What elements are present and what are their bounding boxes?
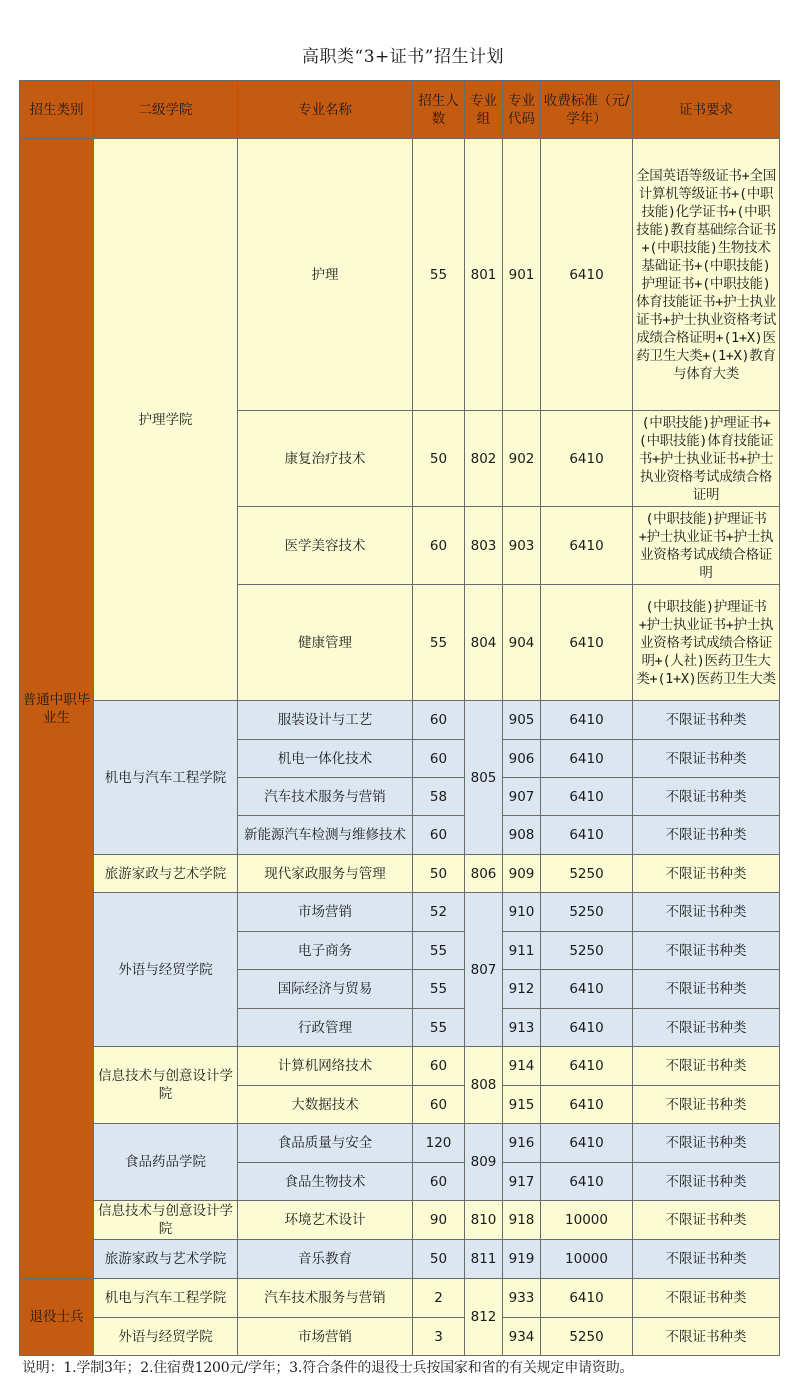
category-cell: 普通中职毕业生 (20, 139, 94, 1279)
major-cell: 音乐教育 (238, 1240, 413, 1279)
table-row (20, 1047, 780, 1086)
group-cell: 812 (465, 1279, 503, 1356)
cert-cell: 不限证书种类 (633, 1240, 780, 1279)
footnote: 说明：1.学制3年；2.住宿费1200元/学年；3.符合条件的退役士兵按国家和省的有关规定申请资助。 (22, 1360, 634, 1376)
code-cell: 905 (503, 701, 541, 740)
major-cell: 环境艺术设计 (238, 1201, 413, 1240)
quota-cell: 52 (413, 893, 465, 932)
header-quota: 招生人数 (413, 81, 465, 139)
cert-cell: 不限证书种类 (633, 701, 780, 740)
group-cell: 801 (465, 139, 503, 411)
fee-cell: 6410 (541, 411, 633, 507)
major-cell: 食品生物技术 (238, 1163, 413, 1201)
table-row (20, 893, 780, 932)
quota-cell: 60 (413, 816, 465, 855)
quota-cell: 3 (413, 1318, 465, 1356)
college-cell: 护理学院 (94, 139, 238, 701)
fee-cell: 6410 (541, 1124, 633, 1163)
code-cell: 934 (503, 1318, 541, 1356)
college-cell: 旅游家政与艺术学院 (94, 855, 238, 893)
major-cell: 大数据技术 (238, 1086, 413, 1124)
fee-cell: 6410 (541, 740, 633, 778)
major-cell: 食品质量与安全 (238, 1124, 413, 1163)
code-cell: 933 (503, 1279, 541, 1318)
major-cell: 新能源汽车检测与维修技术 (238, 816, 413, 855)
code-cell: 903 (503, 507, 541, 585)
fee-cell: 10000 (541, 1201, 633, 1240)
quota-cell: 55 (413, 139, 465, 411)
group-cell: 805 (465, 701, 503, 855)
group-cell: 803 (465, 507, 503, 585)
quota-cell: 55 (413, 932, 465, 970)
quota-cell: 60 (413, 701, 465, 740)
category-cell: 退役士兵 (20, 1279, 94, 1356)
college-cell: 信息技术与创意设计学院 (94, 1201, 238, 1240)
fee-cell: 6410 (541, 970, 633, 1009)
quota-cell: 60 (413, 507, 465, 585)
quota-cell: 60 (413, 1086, 465, 1124)
header-group: 专业组 (465, 81, 503, 139)
college-cell: 食品药品学院 (94, 1124, 238, 1201)
header-fee: 收费标准（元/学年） (541, 81, 633, 139)
group-cell: 802 (465, 411, 503, 507)
code-cell: 906 (503, 740, 541, 778)
code-cell: 910 (503, 893, 541, 932)
major-cell: 电子商务 (238, 932, 413, 970)
code-cell: 901 (503, 139, 541, 411)
college-cell: 机电与汽车工程学院 (94, 701, 238, 855)
fee-cell: 6410 (541, 816, 633, 855)
cert-cell: 不限证书种类 (633, 778, 780, 816)
college-cell: 机电与汽车工程学院 (94, 1279, 238, 1318)
fee-cell: 6410 (541, 1009, 633, 1047)
college-cell: 信息技术与创意设计学院 (94, 1047, 238, 1124)
quota-cell: 60 (413, 740, 465, 778)
table-row (20, 855, 780, 893)
quota-cell: 60 (413, 1047, 465, 1086)
fee-cell: 6410 (541, 585, 633, 701)
fee-cell: 5250 (541, 1318, 633, 1356)
cert-cell: 不限证书种类 (633, 1318, 780, 1356)
code-cell: 902 (503, 411, 541, 507)
fee-cell: 6410 (541, 1047, 633, 1086)
cert-cell: 不限证书种类 (633, 932, 780, 970)
cert-cell: 不限证书种类 (633, 1163, 780, 1201)
header-category: 招生类别 (20, 81, 94, 139)
code-cell: 916 (503, 1124, 541, 1163)
fee-cell: 5250 (541, 893, 633, 932)
cert-cell: 全国英语等级证书+全国计算机等级证书+(中职技能)化学证书+(中职技能)教育基础综合证书+(中职技能)生物技术基础证书+(中职技能)护理证书+(中职技能)体育技能证书+护士执业证书+护士执业资格考试成绩合格证明+(1+X)医药卫生大类+(1+X)教育与体育大类 (633, 139, 780, 411)
code-cell: 914 (503, 1047, 541, 1086)
code-cell: 907 (503, 778, 541, 816)
code-cell: 915 (503, 1086, 541, 1124)
quota-cell: 55 (413, 585, 465, 701)
header-college: 二级学院 (94, 81, 238, 139)
cert-cell: 不限证书种类 (633, 1124, 780, 1163)
group-cell: 804 (465, 585, 503, 701)
major-cell: 服装设计与工艺 (238, 701, 413, 740)
fee-cell: 5250 (541, 855, 633, 893)
major-cell: 汽车技术服务与营销 (238, 778, 413, 816)
cert-cell: 不限证书种类 (633, 970, 780, 1009)
quota-cell: 2 (413, 1279, 465, 1318)
quota-cell: 60 (413, 1163, 465, 1201)
quota-cell: 58 (413, 778, 465, 816)
header-major: 专业名称 (238, 81, 413, 139)
major-cell: 康复治疗技术 (238, 411, 413, 507)
quota-cell: 50 (413, 411, 465, 507)
table-row (20, 701, 780, 740)
major-cell: 国际经济与贸易 (238, 970, 413, 1009)
quota-cell: 50 (413, 855, 465, 893)
table-row (20, 1318, 780, 1356)
code-cell: 913 (503, 1009, 541, 1047)
code-cell: 908 (503, 816, 541, 855)
code-cell: 912 (503, 970, 541, 1009)
header-code: 专业代码 (503, 81, 541, 139)
code-cell: 904 (503, 585, 541, 701)
major-cell: 市场营销 (238, 893, 413, 932)
fee-cell: 6410 (541, 701, 633, 740)
cert-cell: 不限证书种类 (633, 1201, 780, 1240)
enrollment-plan-table (19, 80, 780, 1356)
group-cell: 806 (465, 855, 503, 893)
major-cell: 健康管理 (238, 585, 413, 701)
cert-cell: 不限证书种类 (633, 1279, 780, 1318)
table-row (20, 1201, 780, 1240)
code-cell: 919 (503, 1240, 541, 1279)
quota-cell: 120 (413, 1124, 465, 1163)
major-cell: 医学美容技术 (238, 507, 413, 585)
cert-cell: 不限证书种类 (633, 893, 780, 932)
group-cell: 807 (465, 893, 503, 1047)
page-title: 高职类“3+证书”招生计划 (302, 47, 504, 67)
group-cell: 811 (465, 1240, 503, 1279)
college-cell: 外语与经贸学院 (94, 893, 238, 1047)
fee-cell: 6410 (541, 139, 633, 411)
cert-cell: 不限证书种类 (633, 816, 780, 855)
major-cell: 计算机网络技术 (238, 1047, 413, 1086)
quota-cell: 55 (413, 970, 465, 1009)
fee-cell: 5250 (541, 932, 633, 970)
major-cell: 汽车技术服务与营销 (238, 1279, 413, 1318)
quota-cell: 90 (413, 1201, 465, 1240)
cert-cell: (中职技能)护理证书+(中职技能)体育技能证书+护士执业证书+护士执业资格考试成绩合格证明 (633, 411, 780, 507)
quota-cell: 55 (413, 1009, 465, 1047)
table-row (20, 139, 780, 411)
table-row (20, 1279, 780, 1318)
major-cell: 行政管理 (238, 1009, 413, 1047)
cert-cell: 不限证书种类 (633, 855, 780, 893)
major-cell: 市场营销 (238, 1318, 413, 1356)
code-cell: 909 (503, 855, 541, 893)
table-row (20, 1124, 780, 1163)
quota-cell: 50 (413, 1240, 465, 1279)
fee-cell: 6410 (541, 778, 633, 816)
fee-cell: 6410 (541, 1086, 633, 1124)
code-cell: 917 (503, 1163, 541, 1201)
fee-cell: 6410 (541, 507, 633, 585)
college-cell: 旅游家政与艺术学院 (94, 1240, 238, 1279)
college-cell: 外语与经贸学院 (94, 1318, 238, 1356)
cert-cell: 不限证书种类 (633, 740, 780, 778)
cert-cell: 不限证书种类 (633, 1086, 780, 1124)
group-cell: 808 (465, 1047, 503, 1124)
header-cert: 证书要求 (633, 81, 780, 139)
major-cell: 护理 (238, 139, 413, 411)
fee-cell: 6410 (541, 1163, 633, 1201)
cert-cell: (中职技能)护理证书+护士执业证书+护士执业资格考试成绩合格证明+(人社)医药卫生大类+(1+X)医药卫生大类 (633, 585, 780, 701)
major-cell: 机电一体化技术 (238, 740, 413, 778)
cert-cell: 不限证书种类 (633, 1009, 780, 1047)
code-cell: 911 (503, 932, 541, 970)
cert-cell: 不限证书种类 (633, 1047, 780, 1086)
code-cell: 918 (503, 1201, 541, 1240)
cert-cell: (中职技能)护理证书+护士执业证书+护士执业资格考试成绩合格证明 (633, 507, 780, 585)
fee-cell: 6410 (541, 1279, 633, 1318)
header-row (20, 81, 780, 139)
table-row (20, 1240, 780, 1279)
fee-cell: 10000 (541, 1240, 633, 1279)
group-cell: 809 (465, 1124, 503, 1201)
major-cell: 现代家政服务与管理 (238, 855, 413, 893)
group-cell: 810 (465, 1201, 503, 1240)
